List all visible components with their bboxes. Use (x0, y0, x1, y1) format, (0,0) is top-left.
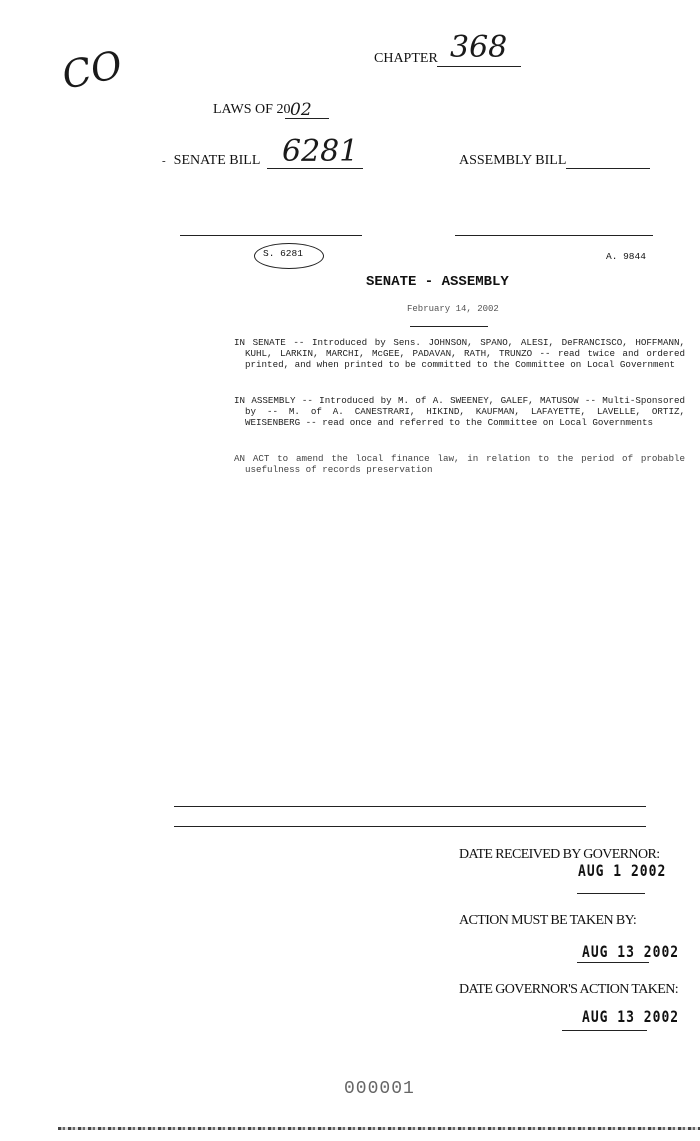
action-taken-line (562, 1030, 647, 1031)
rule-left (180, 235, 362, 236)
assembly-bill-label: ASSEMBLY BILL (459, 153, 567, 168)
action-taken-label: DATE GOVERNOR'S ACTION TAKEN: (459, 982, 679, 997)
document-heading: SENATE - ASSEMBLY (366, 274, 509, 290)
chapter-number: 368 (450, 30, 508, 65)
act-description-paragraph: AN ACT to amend the local finance law, in relation to the period of probable usefulness of records preservation (234, 453, 685, 475)
bottom-rule-1 (174, 806, 646, 807)
action-must-label: ACTION MUST BE TAKEN BY: (459, 913, 637, 928)
senate-bill-id: S. 6281 (263, 248, 303, 259)
bottom-rule-2 (174, 826, 646, 827)
laws-label: LAWS OF 20 (213, 102, 291, 117)
senate-bill-label: - SENATE BILL (162, 153, 261, 168)
date-received-label: DATE RECEIVED BY GOVERNOR: (459, 847, 660, 862)
chapter-label: CHAPTER (374, 51, 438, 66)
senate-introduction-paragraph: IN SENATE -- Introduced by Sens. JOHNSON, SPANO, ALESI, DeFRANCISCO, HOFFMANN, KUHL, LARKIN, MARCHI, McGEE, PADAVAN, RATH, TRUNZO -- read twice and ordered printed, and when printed to be committed to the Committee on Local Government (234, 337, 685, 370)
action-must-stamp: AUG 13 2002 (582, 943, 680, 962)
action-taken-stamp: AUG 13 2002 (582, 1008, 680, 1027)
assembly-introduction-paragraph: IN ASSEMBLY -- Introduced by M. of A. SWEENEY, GALEF, MATUSOW -- Multi-Sponsored by -- M. of A. CANESTRARI, HIKIND, KAUFMAN, LAFAYETTE, LAVELLE, ORTIZ, WEISENBERG -- read once and referred to the Committee on Local Governments (234, 395, 685, 428)
page-number: 000001 (344, 1079, 415, 1099)
date-received-line (577, 893, 645, 894)
document-date: February 14, 2002 (407, 304, 499, 314)
assembly-bill-id: A. 9844 (606, 251, 646, 262)
laws-year: 02 (290, 100, 312, 120)
date-underline (410, 326, 488, 327)
chapter-number-line (437, 66, 521, 67)
rule-right (455, 235, 653, 236)
scan-edge-strip (58, 1127, 700, 1130)
margin-handwritten-mark: CO (58, 42, 127, 98)
action-must-line (577, 962, 649, 963)
assembly-bill-number-line (566, 168, 650, 169)
senate-bill-number: 6281 (282, 134, 359, 169)
senate-bill-label-text: SENATE BILL (173, 153, 261, 168)
date-received-stamp: AUG 1 2002 (578, 862, 667, 881)
